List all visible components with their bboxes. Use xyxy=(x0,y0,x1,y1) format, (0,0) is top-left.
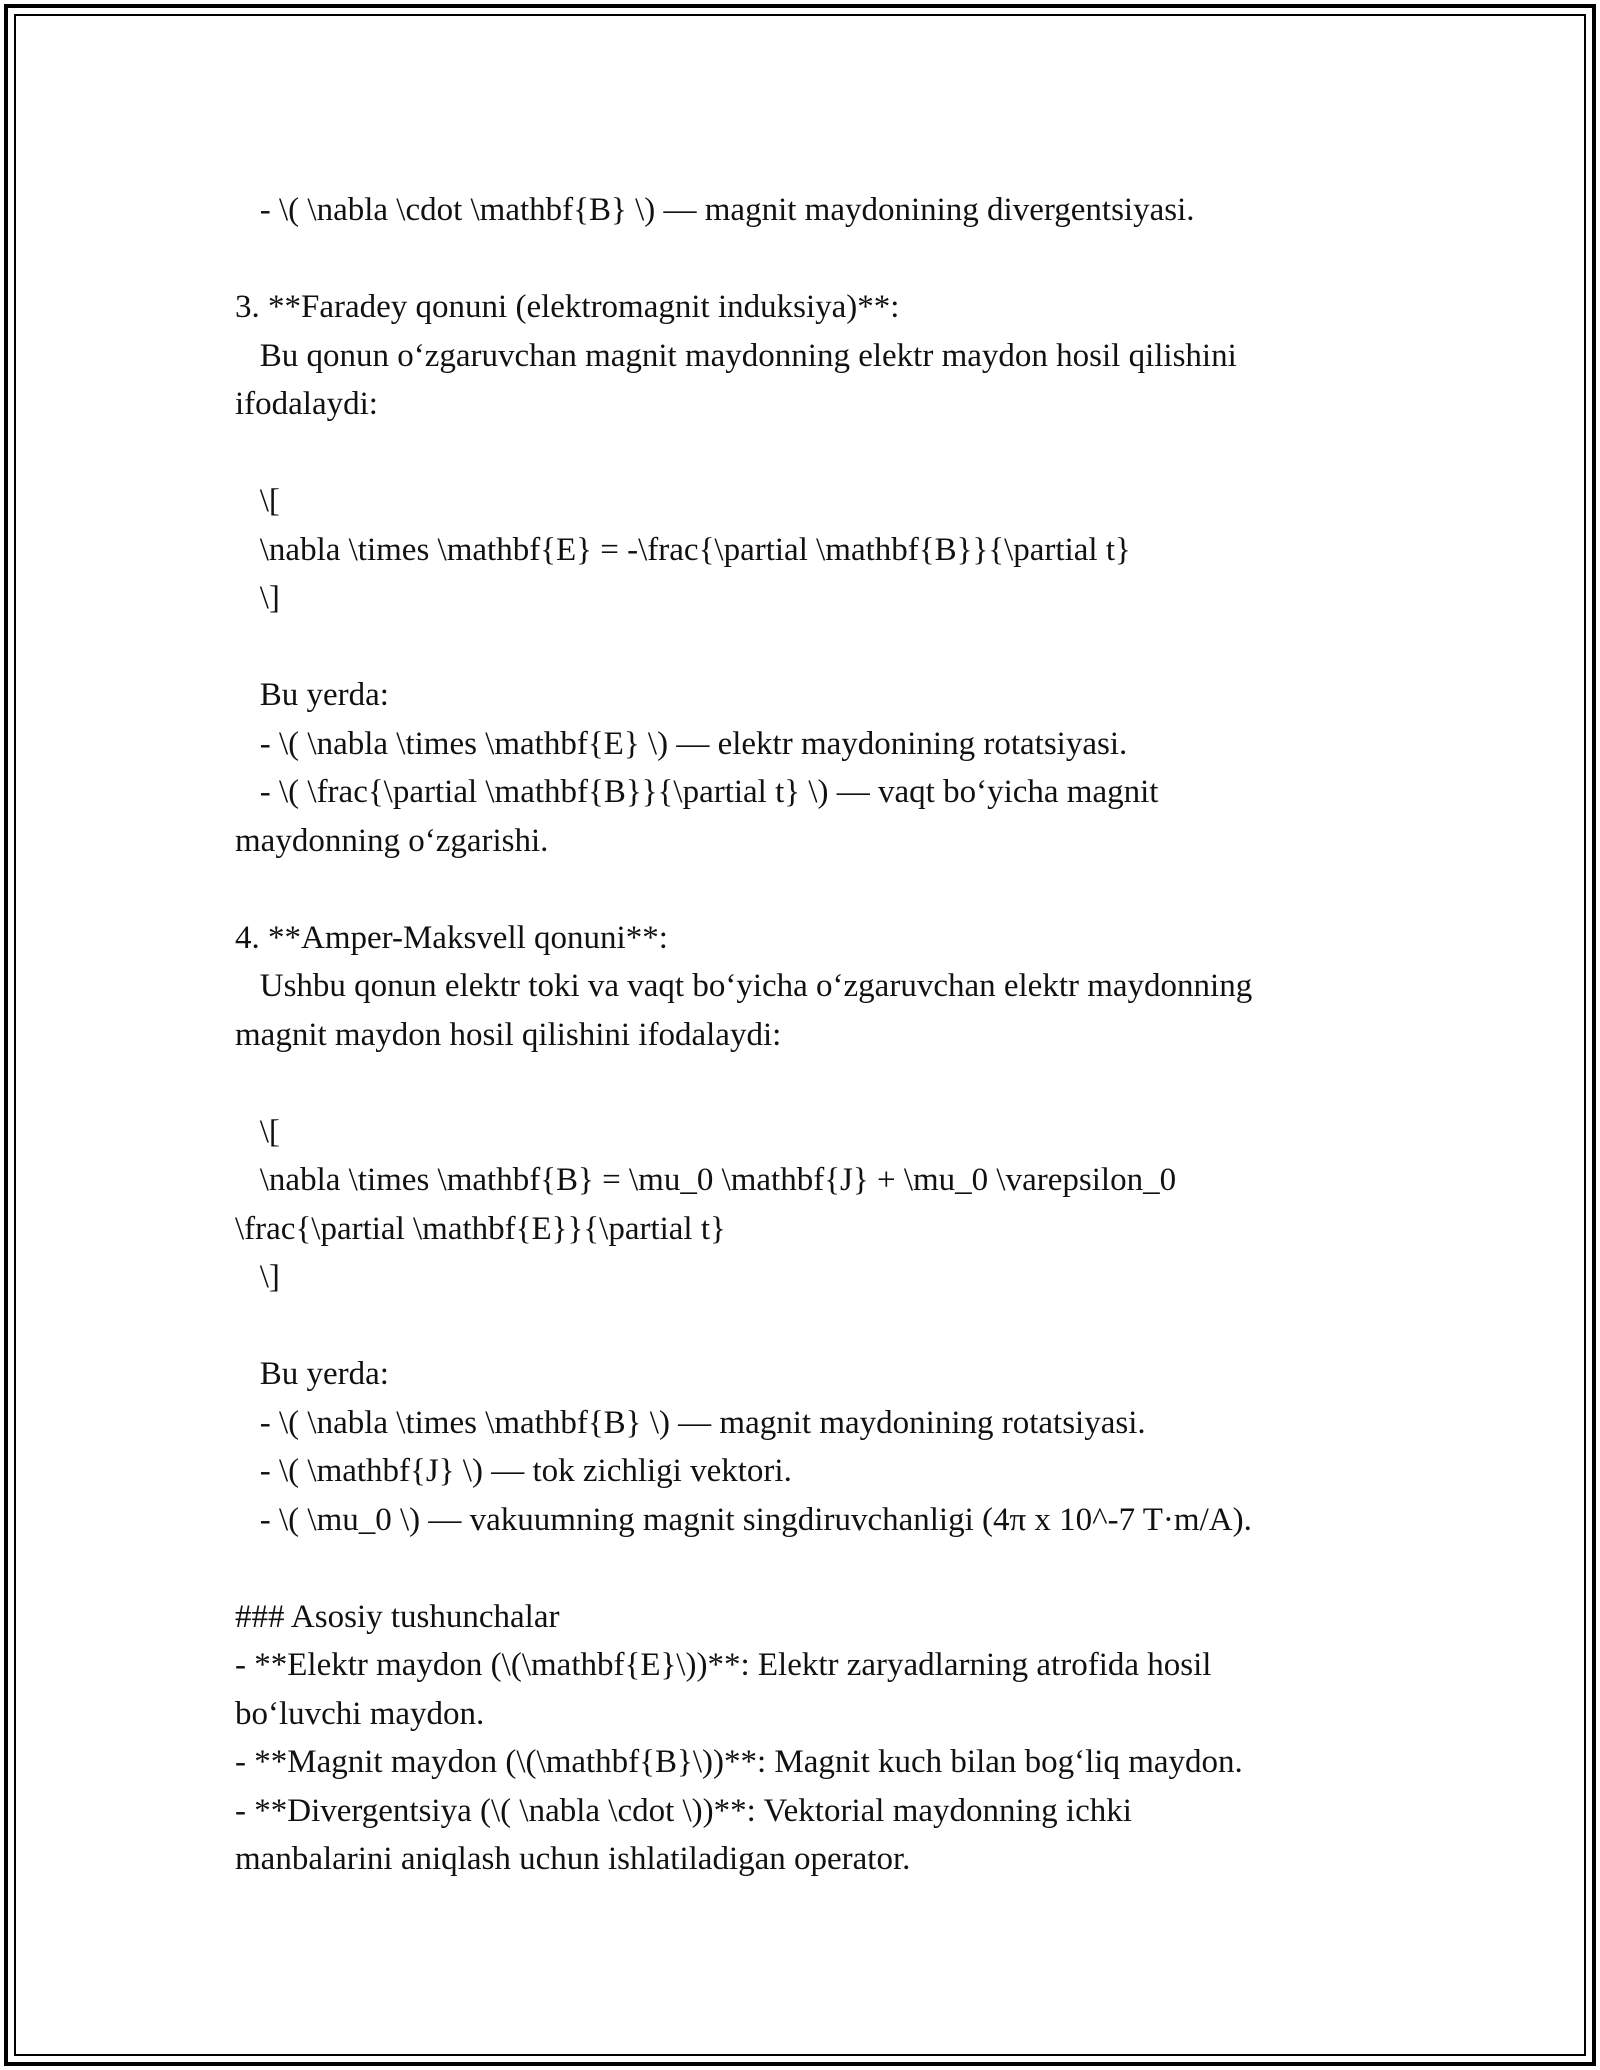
list-item: - **Magnit maydon (\(\mathbf{B}\))**: Magnit kuch bilan bog‘liq maydon. xyxy=(235,1744,1243,1780)
equation-faraday: \nabla \times \mathbf{E} = -\frac{\partial \mathbf{B}}{\partial t} xyxy=(235,531,1131,568)
text-line: - \( \nabla \cdot \mathbf{B} \) — magnit maydonining divergentsiyasi. xyxy=(235,192,1195,228)
blank-line xyxy=(235,623,1415,672)
document-body xyxy=(235,186,1415,1884)
text-line: magnit maydon hosil qilishini ifodalaydi: xyxy=(235,1016,782,1053)
blank-line xyxy=(235,1059,1415,1108)
blank-line xyxy=(235,235,1415,284)
section-heading-key-concepts: ### Asosiy tushunchalar xyxy=(235,1598,560,1635)
text-line: manbalarini aniqlash uchun ishlatiladigan operator. xyxy=(235,1841,911,1877)
text-line: maydonning o‘zgarishi. xyxy=(235,822,549,859)
section-heading-ampere-maxwell: 4. **Amper-Maksvell qonuni**: xyxy=(235,919,668,956)
text-line: Bu qonun o‘zgaruvchan magnit maydonning elektr maydon hosil qilishini xyxy=(235,337,1237,374)
list-item: - \( \frac{\partial \mathbf{B}}{\partial t} \) — vaqt bo‘yicha magnit xyxy=(235,774,1159,810)
equation-ampere-maxwell-cont: \frac{\partial \mathbf{E}}{\partial t} xyxy=(235,1210,726,1247)
blank-line xyxy=(235,865,1415,914)
list-item: - **Elektr maydon (\(\mathbf{E}\))**: Elektr zaryadlarning atrofida hosil xyxy=(235,1647,1212,1683)
list-item: - \( \mathbf{J} \) — tok zichligi vektori. xyxy=(235,1453,792,1489)
equation-close: \] xyxy=(235,580,280,616)
blank-line xyxy=(235,429,1415,478)
list-item: - \( \mu_0 \) — vakuumning magnit singdiruvchanligi (4π x 10^-7 T·m/A). xyxy=(235,1501,1252,1538)
list-item: - \( \nabla \times \mathbf{B} \) — magnit maydonining rotatsiyasi. xyxy=(235,1404,1146,1441)
text-line: ifodalaydi: xyxy=(235,386,378,422)
section-heading-faraday: 3. **Faradey qonuni (elektromagnit induksiya)**: xyxy=(235,289,900,325)
blank-line xyxy=(235,1302,1415,1351)
list-item: - \( \nabla \times \mathbf{E} \) — elektr maydonining rotatsiyasi. xyxy=(235,725,1128,762)
text-line: Bu yerda: xyxy=(235,1356,389,1392)
text-line: bo‘luvchi maydon. xyxy=(235,1695,485,1732)
equation-ampere-maxwell: \nabla \times \mathbf{B} = \mu_0 \mathbf{J} + \mu_0 \varepsilon_0 xyxy=(235,1162,1177,1198)
text-line: Bu yerda: xyxy=(235,677,389,713)
blank-line xyxy=(235,1544,1415,1593)
text-line: Ushbu qonun elektr toki va vaqt bo‘yicha o‘zgaruvchan elektr maydonning xyxy=(235,968,1253,1004)
equation-open: \[ xyxy=(235,1113,280,1150)
list-item: - **Divergentsiya (\( \nabla \cdot \))**: Vektorial maydonning ichki xyxy=(235,1792,1132,1829)
equation-close: \] xyxy=(235,1259,280,1295)
equation-open: \[ xyxy=(235,483,280,519)
